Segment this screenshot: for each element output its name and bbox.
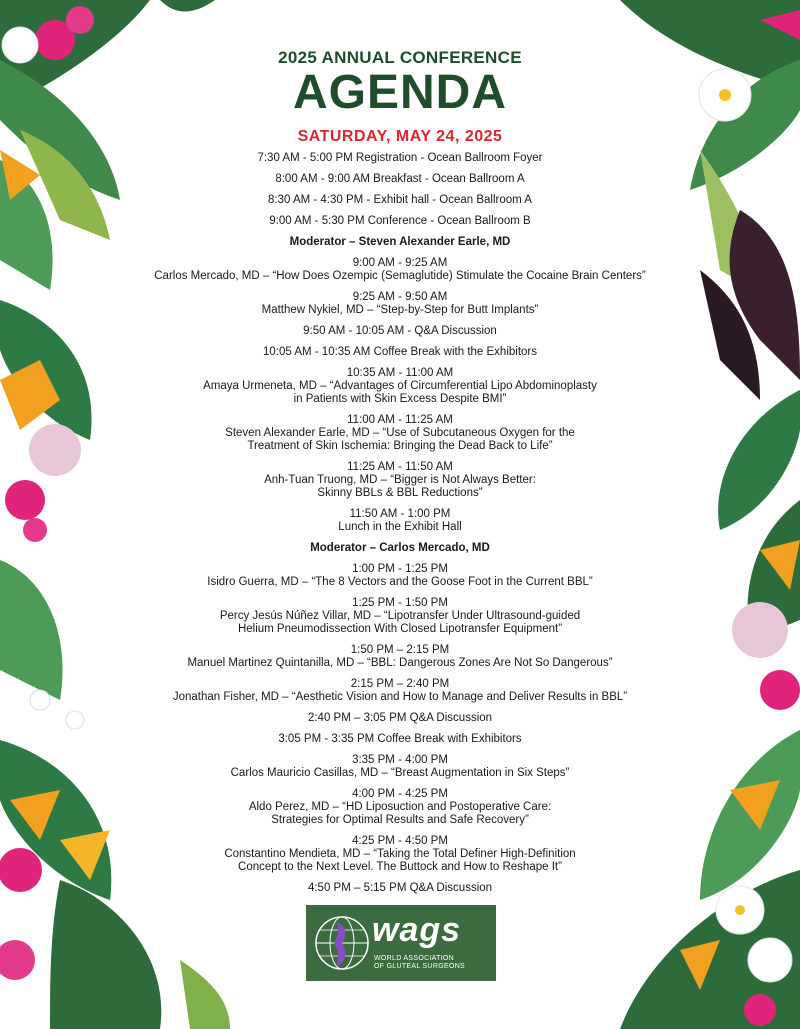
session-item (110, 754, 690, 780)
session-time: 1:50 PM – 2:15 PM (350, 644, 450, 656)
session-speaker: Carlos Mercado, MD – “How Does Ozempic (Semaglutide) Stimulate the Cocaine Brain Centers” (154, 270, 646, 282)
session-time: 4:25 PM - 4:50 PM (352, 835, 448, 847)
schedule-line: 3:05 PM - 3:35 PM Coffee Break with Exhibitors (278, 733, 522, 745)
schedule-item (110, 712, 690, 725)
session-time: 9:25 AM - 9:50 AM (352, 291, 448, 303)
session-speaker: Isidro Guerra, MD – “The 8 Vectors and the Goose Foot in the Current BBL” (207, 576, 593, 588)
schedule-line: 7:30 AM - 5:00 PM Registration - Ocean Ballroom Foyer (257, 152, 543, 164)
schedule-line: 2:40 PM – 3:05 PM Q&A Discussion (307, 712, 493, 724)
session-item (110, 835, 690, 874)
session-item (110, 644, 690, 670)
wags-logo (306, 905, 496, 981)
session-speaker: Constantino Mendieta, MD – “Taking the Total Definer High-Definition (224, 848, 576, 860)
session-speaker: Aldo Perez, MD – “HD Liposuction and Postoperative Care: (248, 801, 552, 813)
schedule-item (110, 215, 690, 228)
session-speaker: Anh-Tuan Truong, MD – “Bigger is Not Always Better: (264, 474, 536, 486)
schedule-item (110, 194, 690, 207)
moderator-name: Moderator – Carlos Mercado, MD (310, 542, 490, 554)
session-item (110, 788, 690, 827)
logo-subtitle (374, 955, 465, 971)
schedule-line: 8:30 AM - 4:30 PM - Exhibit hall - Ocean Ballroom A (268, 194, 532, 206)
schedule-item (110, 173, 690, 186)
session-speaker: Amaya Urmeneta, MD – “Advantages of Circumferential Lipo Abdominoplasty (203, 380, 597, 392)
session-item (110, 414, 690, 453)
session-speaker: Treatment of Skin Ischemia: Bringing the Dead Back to Life” (247, 440, 553, 452)
schedule-item (110, 325, 690, 338)
logo-subtitle-line: WORLD ASSOCIATION (374, 955, 455, 962)
schedule-item (110, 882, 690, 895)
session-speaker: Helium Pneumodissection With Closed Lipotransfer Equipment” (237, 623, 563, 635)
moderator-line (110, 236, 690, 249)
session-speaker: Skinny BBLs & BBL Reductions” (317, 487, 483, 499)
session-time: 11:25 AM - 11:50 AM (347, 461, 453, 473)
session-time: 3:35 PM - 4:00 PM (352, 754, 448, 766)
session-time: 9:00 AM - 9:25 AM (352, 257, 448, 269)
session-speaker: Carlos Mauricio Casillas, MD – “Breast Augmentation in Six Steps” (230, 767, 570, 779)
session-item (110, 678, 690, 704)
session-item (110, 563, 690, 589)
logo-acronym: wags (372, 911, 462, 949)
agenda-heading: AGENDA (292, 66, 507, 119)
schedule-item (110, 733, 690, 746)
schedule-line: 9:00 AM - 5:30 PM Conference - Ocean Ballroom B (269, 215, 531, 227)
schedule-item (110, 152, 690, 165)
session-item (110, 257, 690, 283)
schedule-item (110, 346, 690, 359)
session-time: 1:25 PM - 1:50 PM (352, 597, 448, 609)
schedule-line: 9:50 AM - 10:05 AM - Q&A Discussion (303, 325, 497, 337)
session-item (110, 367, 690, 406)
session-description: Lunch in the Exhibit Hall (338, 521, 462, 533)
session-time: 11:50 AM - 1:00 PM (349, 508, 451, 520)
session-time: 4:00 PM - 4:25 PM (352, 788, 448, 800)
session-time: 1:00 PM - 1:25 PM (352, 563, 448, 575)
session-speaker: Concept to the Next Level. The Buttock and How to Reshape It” (238, 861, 562, 873)
session-speaker: Percy Jesús Núñez Villar, MD – “Lipotransfer Under Ultrasound-guided (219, 610, 581, 622)
moderator-name: Moderator – Steven Alexander Earle, MD (289, 236, 511, 248)
session-speaker: Jonathan Fisher, MD – “Aesthetic Vision and How to Manage and Deliver Results in BBL” (172, 691, 628, 703)
agenda-content (110, 44, 690, 903)
session-speaker: Strategies for Optimal Results and Safe Recovery” (271, 814, 529, 826)
session-speaker: Manuel Martinez Quintanilla, MD – “BBL: Dangerous Zones Are Not So Dangerous” (187, 657, 613, 669)
schedule-line: 4:50 PM – 5:15 PM Q&A Discussion (307, 882, 493, 894)
schedule-line: 10:05 AM - 10:35 AM Coffee Break with the Exhibitors (262, 346, 538, 358)
session-speaker: in Patients with Skin Excess Despite BMI” (293, 393, 507, 405)
session-time: 11:00 AM - 11:25 AM (347, 414, 453, 426)
session-speaker: Steven Alexander Earle, MD – “Use of Subcutaneous Oxygen for the (225, 427, 575, 439)
session-item (110, 597, 690, 636)
conference-title: 2025 ANNUAL CONFERENCE (278, 48, 522, 67)
schedule-line: 8:00 AM - 9:00 AM Breakfast - Ocean Ballroom A (275, 173, 525, 185)
logo-subtitle-line: OF GLUTEAL SURGEONS (374, 963, 466, 970)
session-item (110, 461, 690, 500)
session-speaker: Matthew Nykiel, MD – “Step-by-Step for Butt Implants” (261, 304, 539, 316)
session-time: 10:35 AM - 11:00 AM (346, 367, 454, 379)
session-item (110, 291, 690, 317)
globe-icon (312, 908, 372, 978)
event-date: SATURDAY, MAY 24, 2025 (297, 128, 503, 145)
session-item (110, 508, 690, 534)
session-time: 2:15 PM – 2:40 PM (350, 678, 450, 690)
moderator-line (110, 542, 690, 555)
